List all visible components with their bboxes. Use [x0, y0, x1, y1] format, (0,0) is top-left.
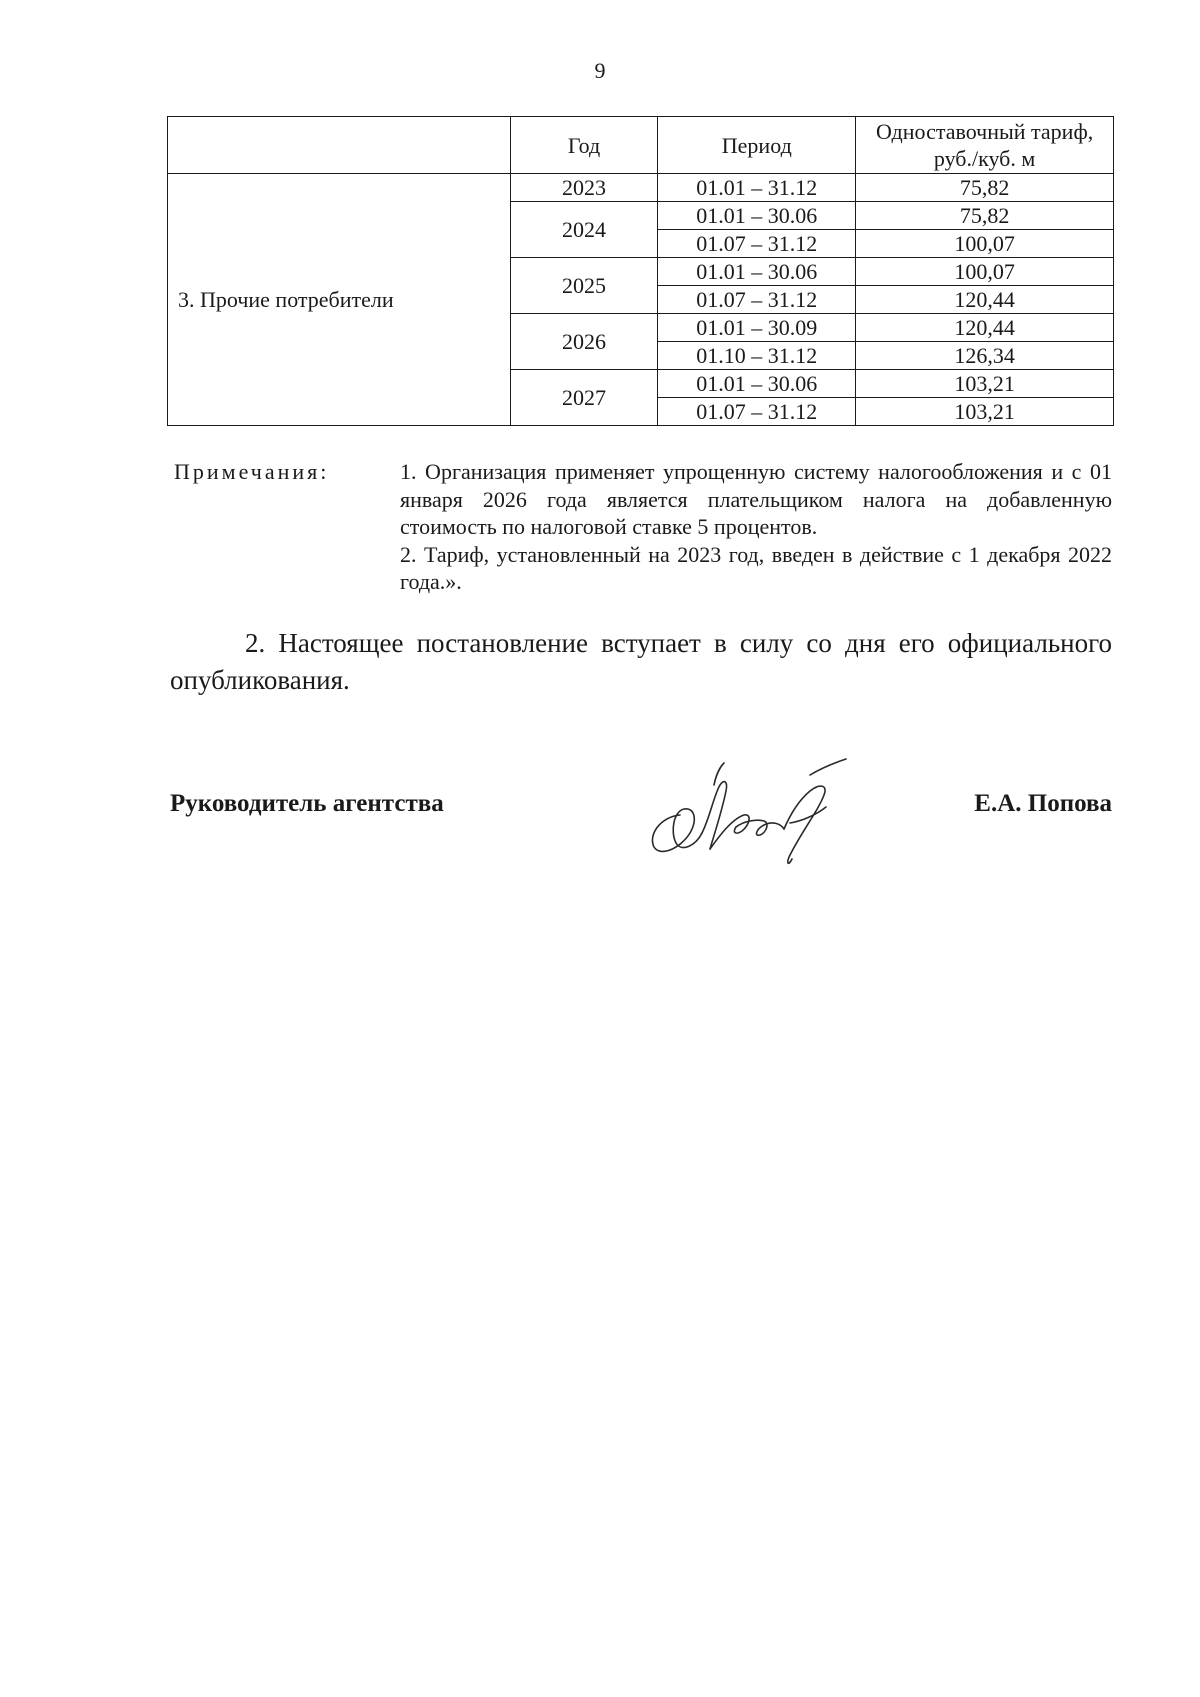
notes-body	[400, 458, 1112, 596]
tariff-cell: 75,82	[856, 174, 1114, 202]
header-period: Период	[658, 117, 856, 174]
tariff-cell: 100,07	[856, 230, 1114, 258]
period-cell: 01.01 – 31.12	[658, 174, 856, 202]
effective-date-clause: 2. Настоящее постановление вступает в силу со дня его официального опубликования.	[170, 628, 1112, 695]
page-number: 9	[594, 58, 606, 83]
year-cell: 2027	[510, 370, 658, 426]
tariff-cell: 75,82	[856, 202, 1114, 230]
tariff-cell: 100,07	[856, 258, 1114, 286]
period-cell: 01.01 – 30.09	[658, 314, 856, 342]
signatory-title: Руководитель агентства	[170, 790, 444, 817]
year-cell: 2026	[510, 314, 658, 370]
period-cell: 01.01 – 30.06	[658, 370, 856, 398]
tariff-cell: 120,44	[856, 314, 1114, 342]
tariff-cell: 126,34	[856, 342, 1114, 370]
period-cell: 01.07 – 31.12	[658, 230, 856, 258]
period-cell: 01.01 – 30.06	[658, 202, 856, 230]
tariff-cell: 103,21	[856, 398, 1114, 426]
handwritten-signature	[640, 745, 870, 865]
header-consumer	[168, 117, 511, 174]
signatory-name: Е.А. Попова	[974, 790, 1112, 817]
table-header-row	[168, 117, 1114, 174]
period-cell: 01.10 – 31.12	[658, 342, 856, 370]
period-cell: 01.07 – 31.12	[658, 398, 856, 426]
year-cell: 2024	[510, 202, 658, 258]
period-cell: 01.01 – 30.06	[658, 258, 856, 286]
header-year: Год	[510, 117, 658, 174]
note-item: 1. Организация применяет упрощенную систему налогообложения и с 01 января 2026 года является плательщиком налога на добавленную стоимость по налоговой ставке 5 процентов.	[400, 459, 1112, 539]
tariff-cell: 103,21	[856, 370, 1114, 398]
tariff-table	[167, 116, 1114, 426]
header-tariff: Одноставочный тариф, руб./куб. м	[856, 117, 1114, 174]
consumer-category: 3. Прочие потребители	[168, 174, 511, 426]
table-row	[168, 174, 1114, 202]
year-cell: 2025	[510, 258, 658, 314]
period-cell: 01.07 – 31.12	[658, 286, 856, 314]
year-cell: 2023	[510, 174, 658, 202]
notes-label: Примечания:	[174, 459, 330, 484]
tariff-cell: 120,44	[856, 286, 1114, 314]
note-item: 2. Тариф, установленный на 2023 год, введен в действие с 1 декабря 2022 года.».	[400, 541, 1112, 594]
